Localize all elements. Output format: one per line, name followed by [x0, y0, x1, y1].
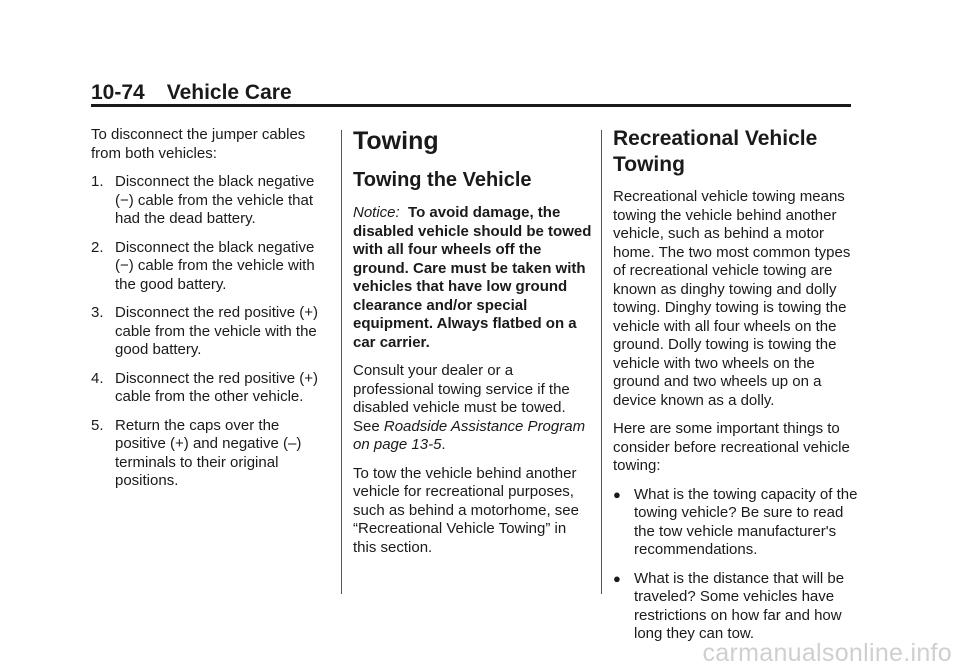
watermark: carmanualsonline.info — [702, 639, 952, 667]
list-item — [613, 570, 858, 644]
step-text: Disconnect the red positive (+) cable from the other vehicle. — [115, 369, 319, 405]
step-item — [91, 370, 326, 407]
disconnect-steps-list — [91, 173, 326, 491]
tow-paragraph: To tow the vehicle behind another vehicle for recreational purposes, such as behind a motorhome, see “Recreational Vehicle Towing” in this section. — [353, 464, 579, 556]
step-number: 3. — [91, 304, 104, 321]
bullet-icon: ● — [613, 486, 621, 502]
consult-text: Consult your dealer or a professional towing service if the disabled vehicle must be towed. See — [353, 362, 570, 435]
step-text: Disconnect the black negative (−) cable from the vehicle that had the dead battery. — [115, 173, 315, 227]
step-item — [91, 239, 326, 295]
notice-text: To avoid damage, the disabled vehicle should be towed with all four wheels off the ground. Care must be taken with vehicles that have low ground clearance and/or special equipment. Always flatbed on a car carrier. — [353, 204, 592, 351]
intro-paragraph: To disconnect the jumper cables from both vehicles: — [91, 126, 306, 162]
section-heading-recreational-vehicle-towing: Recreational Vehicle Towing — [613, 127, 818, 176]
column-towing — [353, 126, 593, 567]
bullet-icon: ● — [613, 570, 621, 586]
page-number: 10-74 — [91, 81, 145, 104]
step-number: 4. — [91, 369, 104, 387]
step-number: 1. — [91, 173, 104, 190]
step-number: 5. — [91, 416, 104, 434]
step-number: 2. — [91, 238, 104, 256]
column-divider-2 — [601, 130, 602, 594]
step-item — [91, 173, 326, 229]
step-text: Disconnect the black negative (−) cable from the vehicle with the good battery. — [115, 238, 315, 293]
column-jumper-cables — [91, 126, 326, 501]
bullet-text: What is the towing capacity of the towing vehicle? Be sure to read the tow vehicle manufacturer's recommendations. — [634, 485, 858, 558]
rv-paragraph-1: Recreational vehicle towing means towing the vehicle behind another vehicle, such as behind a motor home. The two most common types of recreational vehicle towing are known as dinghy towing and dolly towing. Dinghy towing is towing the vehicle with all four wheels on the ground. Dolly towing is towing the vehicle with two wheels on the ground and two wheels up on a device known as a dolly. — [613, 188, 851, 409]
chapter-title: Vehicle Care — [166, 81, 292, 104]
step-item — [91, 304, 326, 360]
considerations-list — [613, 486, 858, 644]
notice-paragraph — [353, 204, 593, 352]
column-recreational-towing — [613, 126, 858, 654]
header-rule — [91, 104, 851, 107]
list-item — [613, 486, 858, 560]
page-header — [91, 80, 292, 106]
column-divider-1 — [341, 130, 342, 594]
notice-label: Notice: — [353, 204, 400, 221]
step-text: Disconnect the red positive (+) cable from the vehicle with the good battery. — [115, 304, 319, 358]
consult-paragraph — [353, 362, 593, 455]
step-text: Return the caps over the positive (+) and negative (–) terminals to their original positions. — [115, 416, 302, 489]
section-heading-towing: Towing — [353, 127, 439, 155]
cross-reference: Roadside Assistance Program on page 13-5 — [353, 417, 586, 453]
bullet-text: What is the distance that will be traveled? Some vehicles have restrictions on how far and how long they can tow. — [634, 569, 845, 642]
step-item — [91, 417, 326, 491]
subsection-heading-towing-the-vehicle: Towing the Vehicle — [353, 169, 532, 191]
rv-paragraph-2: Here are some important things to consider before recreational vehicle towing: — [613, 420, 850, 474]
consult-end: . — [441, 436, 446, 453]
